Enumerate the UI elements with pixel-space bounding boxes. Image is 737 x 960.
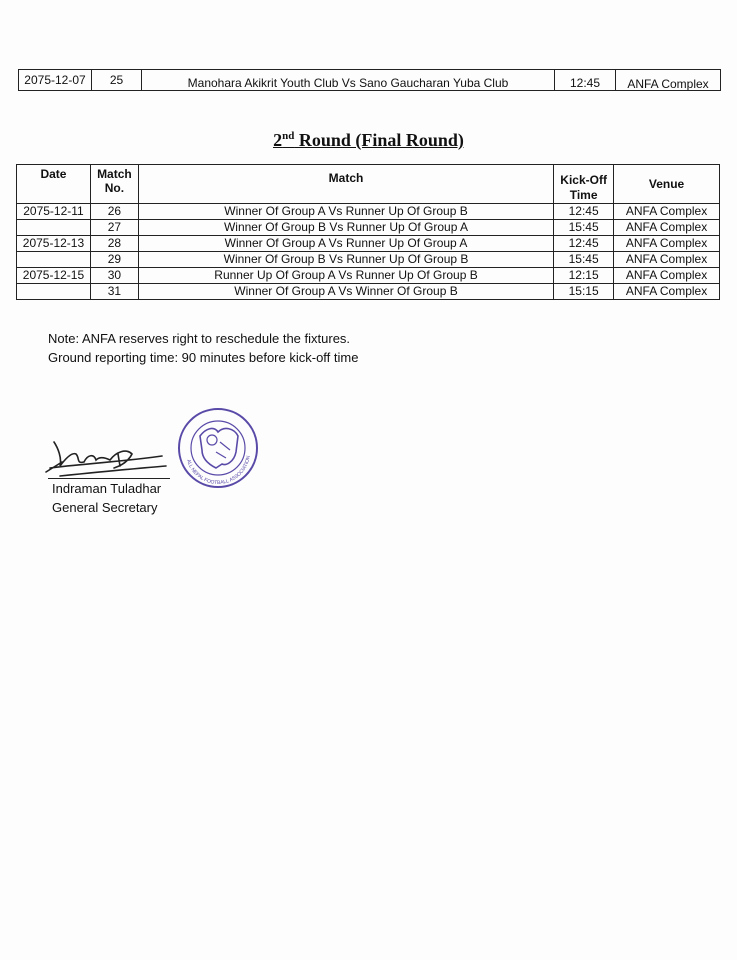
row-kickoff-time: 12:45 [554, 204, 614, 220]
heading-sup: nd [282, 130, 295, 142]
top-row-match: Manohara Akikrit Youth Club Vs Sano Gaucharan Yuba Club [141, 69, 555, 91]
row-match: Winner Of Group B Vs Runner Up Of Group A [138, 220, 553, 236]
row-venue: ANFA Complex [614, 284, 720, 300]
row-match: Winner Of Group B Vs Runner Up Of Group B [138, 252, 553, 268]
row-venue: ANFA Complex [614, 236, 720, 252]
table-row [17, 236, 720, 252]
header-kickoff: Kick-Off Time [554, 165, 614, 204]
row-match-no: 29 [90, 252, 138, 268]
table-row [17, 220, 720, 236]
header-date: Date [17, 165, 91, 204]
note-reschedule: Note: ANFA reserves right to reschedule the fixtures. [48, 331, 351, 346]
anfa-seal-icon [176, 406, 260, 490]
row-match: Runner Up Of Group A Vs Runner Up Of Group B [138, 268, 553, 284]
row-match-no: 26 [90, 204, 138, 220]
svg-text:ALL NEPAL FOOTBALL ASSOCIATION: ALL NEPAL FOOTBALL ASSOCIATION [185, 455, 252, 487]
fixtures-body [17, 204, 720, 300]
row-date: 2075-12-13 [17, 236, 91, 252]
row-match: Winner Of Group A Vs Winner Of Group B [138, 284, 553, 300]
row-date: 2075-12-11 [17, 204, 91, 220]
table-header-row [17, 165, 720, 204]
table-row [17, 204, 720, 220]
row-date [17, 284, 91, 300]
row-match-no: 30 [90, 268, 138, 284]
table-row [17, 268, 720, 284]
table-row [17, 252, 720, 268]
row-venue: ANFA Complex [614, 268, 720, 284]
row-match-no: 27 [90, 220, 138, 236]
fixtures-table [16, 164, 720, 300]
signatory-name: Indraman Tuladhar [52, 481, 162, 496]
row-kickoff-time: 15:15 [554, 284, 614, 300]
row-match: Winner Of Group A Vs Runner Up Of Group B [138, 204, 553, 220]
row-venue: ANFA Complex [614, 204, 720, 220]
top-row-time: 12:45 [554, 69, 616, 91]
note-reporting-time: Ground reporting time: 90 minutes before kick-off time [48, 350, 359, 365]
row-kickoff-time: 15:45 [554, 220, 614, 236]
heading-number: 2 [273, 130, 283, 150]
row-kickoff-time: 12:45 [554, 236, 614, 252]
row-date [17, 220, 91, 236]
row-match: Winner Of Group A Vs Runner Up Of Group A [138, 236, 553, 252]
header-match-no: Match No. [90, 165, 138, 204]
top-row-date: 2075-12-07 [18, 69, 92, 91]
row-kickoff-time: 12:15 [554, 268, 614, 284]
header-match: Match [138, 165, 553, 204]
header-venue: Venue [614, 165, 720, 204]
row-kickoff-time: 15:45 [554, 252, 614, 268]
table-row [17, 284, 720, 300]
row-date: 2075-12-15 [17, 268, 91, 284]
row-match-no: 31 [90, 284, 138, 300]
top-row-match-no: 25 [91, 69, 142, 91]
row-match-no: 28 [90, 236, 138, 252]
signatory-title: General Secretary [52, 500, 158, 515]
section-heading [0, 130, 737, 151]
signature-mark [40, 432, 170, 482]
signature-line [48, 478, 170, 479]
row-venue: ANFA Complex [614, 220, 720, 236]
heading-text: Round (Final Round) [294, 130, 464, 150]
row-venue: ANFA Complex [614, 252, 720, 268]
top-row-venue: ANFA Complex [615, 69, 721, 91]
row-date [17, 252, 91, 268]
